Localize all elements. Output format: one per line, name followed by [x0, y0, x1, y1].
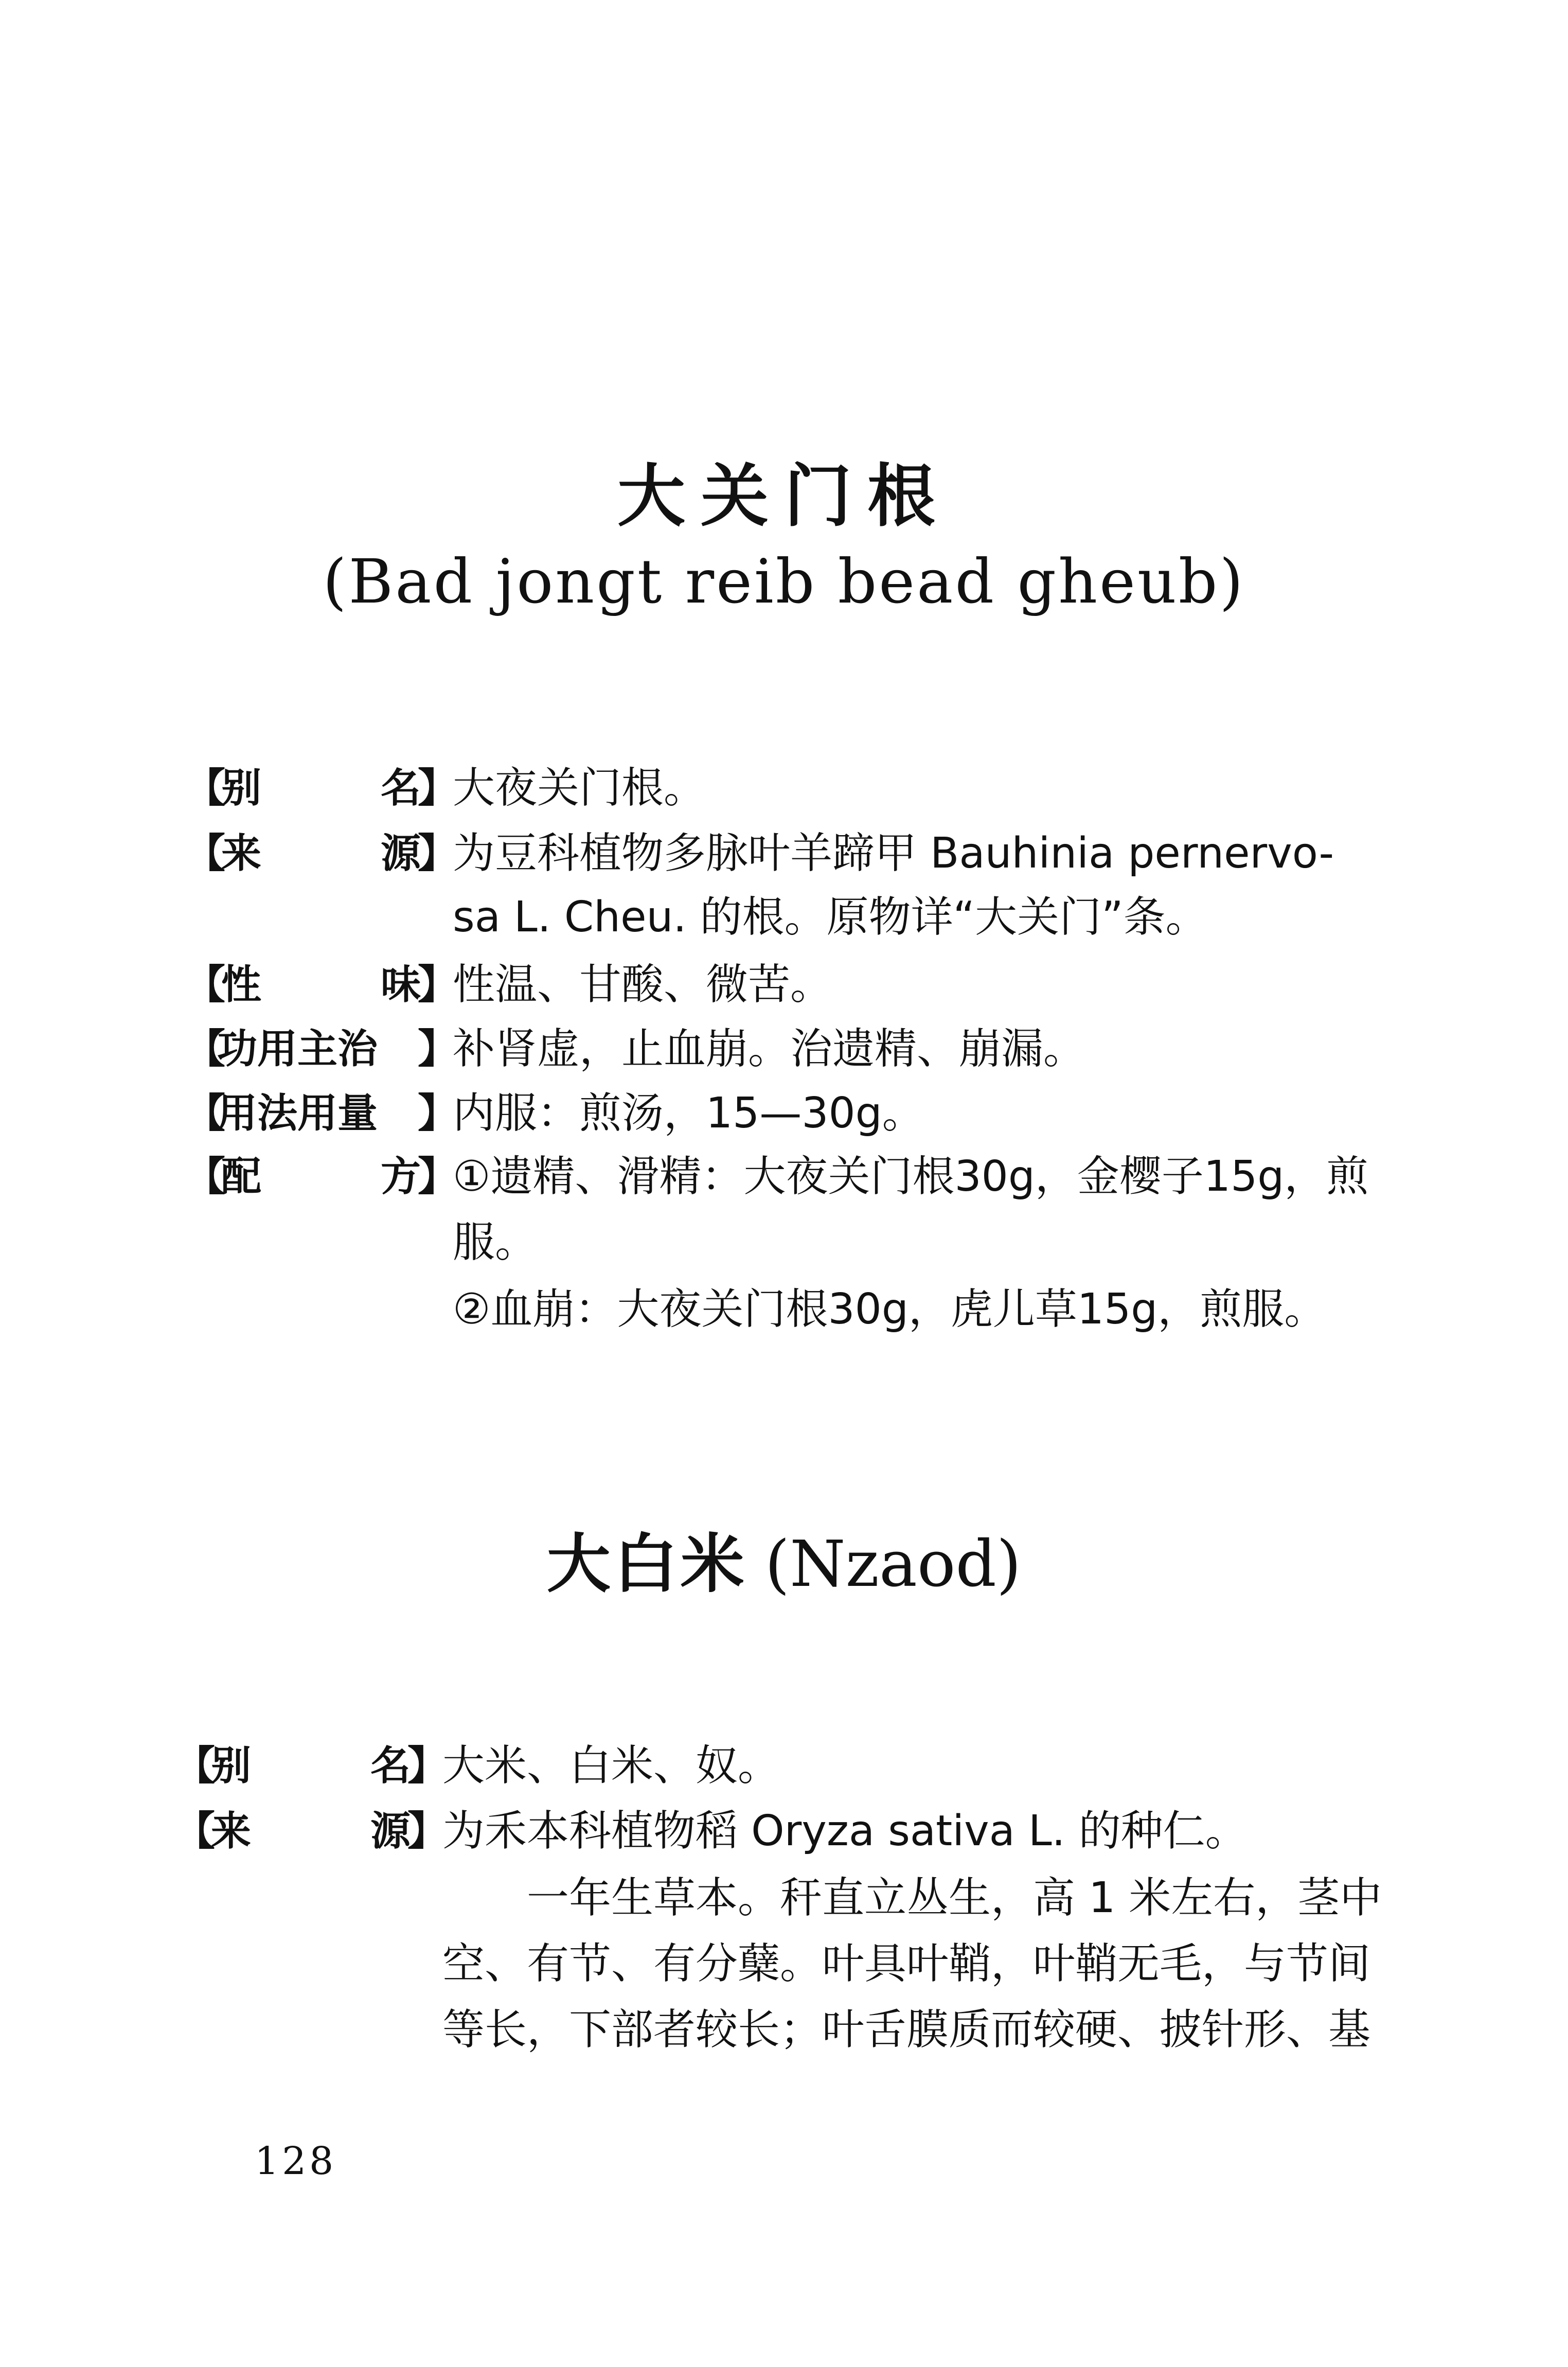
- field-label: 【 功用主治 】: [185, 1026, 458, 1072]
- field-label: 【 别 名 】: [185, 765, 458, 811]
- field-content-line-1: ①遗精、滑精：大夜关门根30g，金樱子15g，煎: [453, 1152, 1369, 1201]
- field-content-line-2: sa L. Cheu. 的根。原物详“大关门”条。: [453, 893, 1208, 942]
- description-line-2: 空、有节、有分蘖。叶具叶鞘，叶鞘无毛，与节间: [442, 1939, 1371, 1988]
- field-content: 大米、白米、奴。: [442, 1741, 780, 1790]
- field-content: 内服：煎汤，15—30g。: [453, 1089, 924, 1138]
- field-content-line-2: 服。: [453, 1218, 538, 1267]
- field-content-line-1: 为豆科植物多脉叶羊蹄甲 Bauhinia pernervo-: [453, 829, 1334, 878]
- page-number: 128: [255, 2139, 337, 2183]
- field-content: 性温、甘酸、微苦。: [453, 960, 833, 1009]
- entry2-title-latin: (Nzaod): [764, 1527, 1022, 1601]
- field-label: 【 性 味 】: [185, 962, 458, 1008]
- entry1-latin-title: (Bad jongt reib bead gheub): [323, 546, 1245, 617]
- field-content: 补肾虚，止血崩。治遗精、崩漏。: [453, 1024, 1086, 1073]
- field-label: 【 来 源 】: [185, 831, 458, 877]
- field-content: 大夜关门根。: [453, 764, 706, 812]
- description-line-3: 等长，下部者较长；叶舌膜质而较硬、披针形、基: [442, 2005, 1371, 2054]
- field-label: 【 用法用量 】: [185, 1090, 458, 1137]
- field-content-line-3: ②血崩：大夜关门根30g，虎儿草15g，煎服。: [453, 1285, 1327, 1334]
- field-label: 【 配 方 】: [185, 1154, 458, 1200]
- field-label: 【 来 源 】: [175, 1808, 448, 1854]
- field-label: 【 别 名 】: [175, 1743, 448, 1789]
- field-content: 为禾本科植物稻 Oryza sativa L. 的种仁。: [442, 1807, 1248, 1856]
- description-line-1: 一年生草本。秆直立丛生，高 1 米左右，茎中: [527, 1874, 1382, 1922]
- entry2-title-cn: 大白米: [546, 1527, 747, 1601]
- entry1-title: 大关门根: [617, 457, 951, 536]
- entry2-title: [0, 1523, 1568, 1605]
